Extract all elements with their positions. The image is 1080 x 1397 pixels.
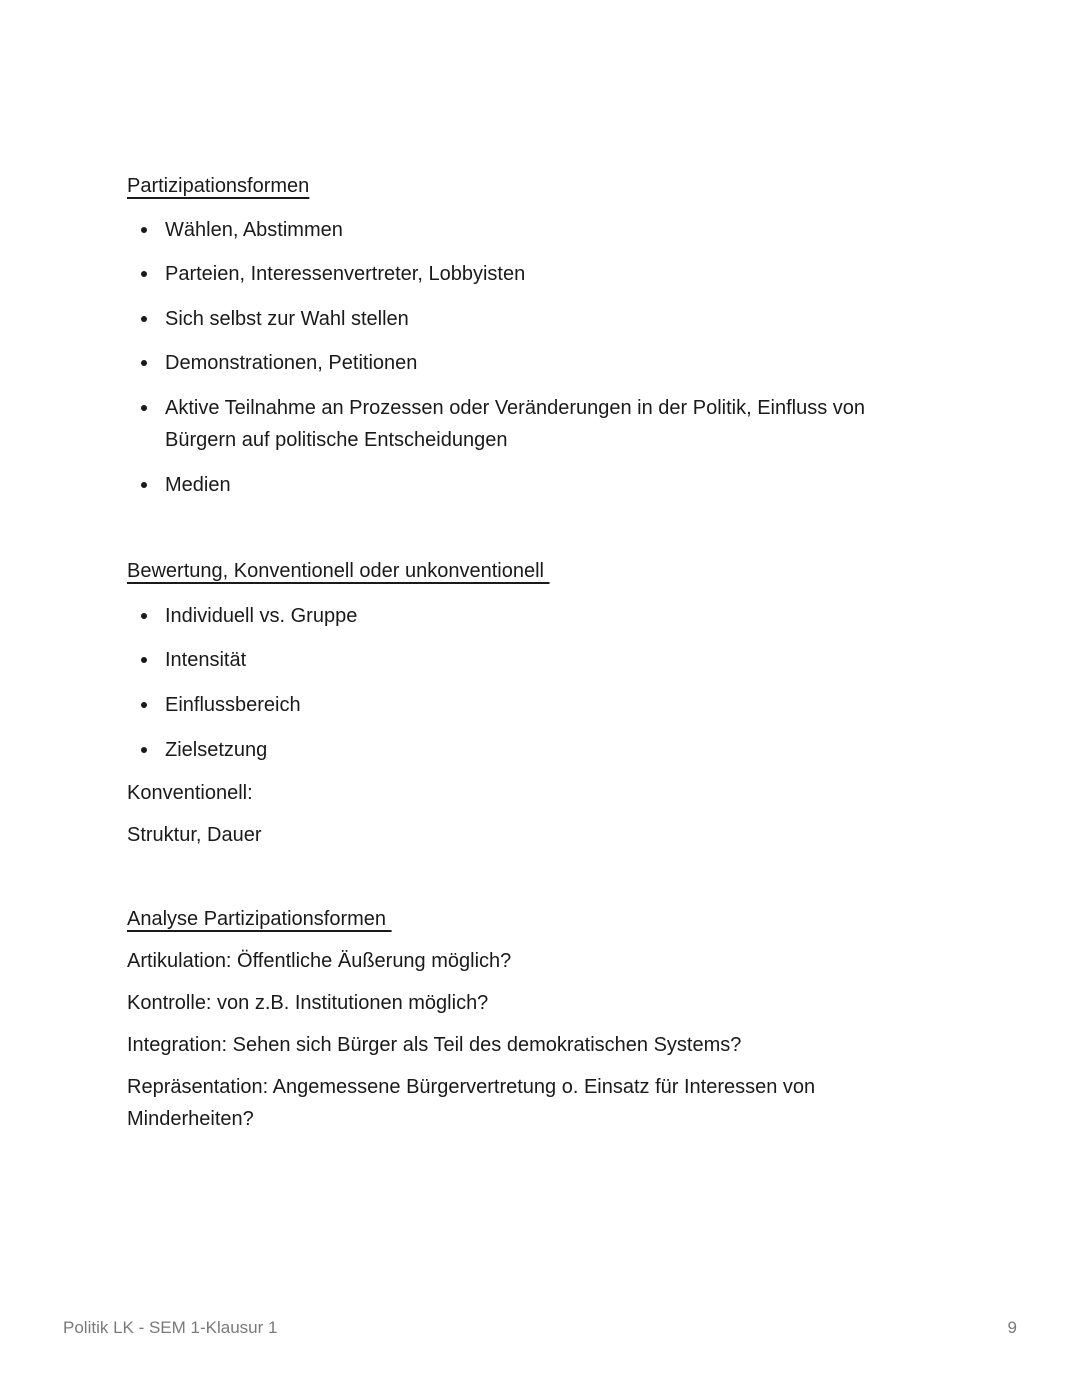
text-line: Repräsentation: Angemessene Bürgervertretung o. Einsatz für Interessen von Minderheiten? bbox=[127, 1076, 816, 1130]
bullet-list bbox=[127, 214, 947, 501]
list-item: Parteien, Interessenvertreter, Lobbyisten bbox=[127, 258, 947, 290]
section-heading: Partizipationsformen bbox=[127, 175, 310, 197]
list-item: Individuell vs. Gruppe bbox=[127, 600, 947, 632]
list-item: Wählen, Abstimmen bbox=[127, 214, 947, 246]
list-item: Einflussbereich bbox=[127, 689, 947, 721]
list-item: Demonstrationen, Petitionen bbox=[127, 347, 947, 379]
list-item: Medien bbox=[127, 469, 947, 501]
page-content bbox=[127, 170, 947, 1135]
text-line: Integration: Sehen sich Bürger als Teil des demokratischen Systems? bbox=[127, 1034, 742, 1056]
section-heading: Bewertung, Konventionell oder unkonventionell bbox=[127, 560, 550, 582]
text-line: Kontrolle: von z.B. Institutionen möglich? bbox=[127, 992, 489, 1014]
footer-page-number: 9 bbox=[1007, 1318, 1017, 1337]
footer-document-title: Politik LK - SEM 1-Klausur 1 bbox=[63, 1318, 278, 1337]
text-line: Konventionell: bbox=[127, 782, 253, 804]
text-line: Struktur, Dauer bbox=[127, 824, 262, 846]
section-analyse bbox=[127, 903, 947, 1135]
list-item: Aktive Teilnahme an Prozessen oder Veränderungen in der Politik, Einfluss von Bürgern auf politische Entscheidungen bbox=[127, 392, 925, 456]
section-bewertung bbox=[127, 555, 947, 851]
bullet-list bbox=[127, 600, 947, 766]
section-heading: Analyse Partizipationsformen bbox=[127, 908, 392, 930]
list-item: Sich selbst zur Wahl stellen bbox=[127, 303, 947, 335]
text-line: Artikulation: Öffentliche Äußerung möglich? bbox=[127, 950, 512, 972]
list-item: Zielsetzung bbox=[127, 734, 947, 766]
list-item: Intensität bbox=[127, 644, 947, 676]
section-partizipationsformen bbox=[127, 170, 947, 501]
